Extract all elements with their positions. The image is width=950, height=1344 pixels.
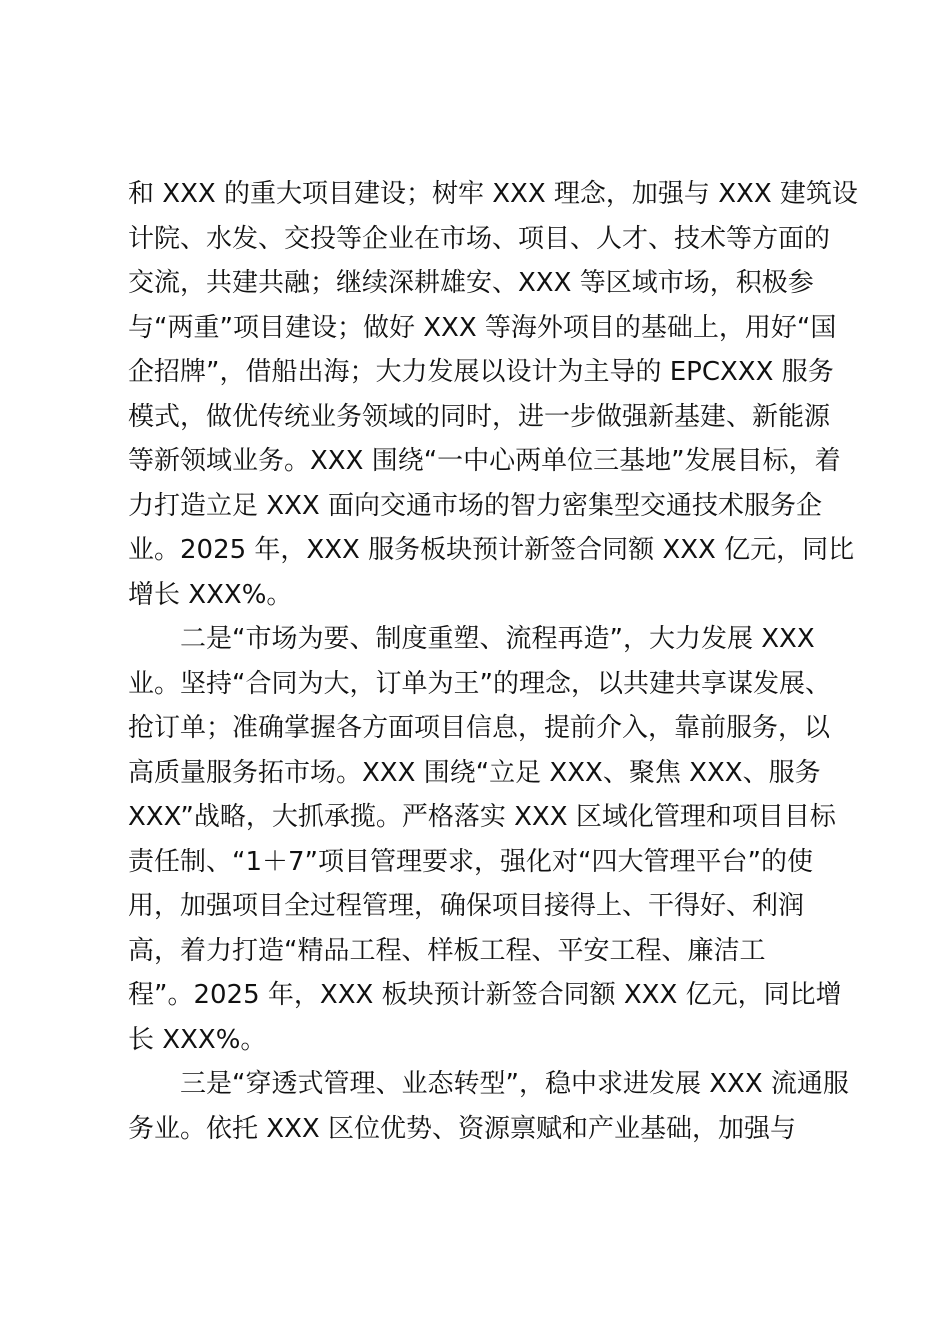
text-line: 责任制、“1＋7”项目管理要求，强化对“四大管理平台”的使 [128,846,813,877]
paragraph-start-line: 二是“市场为要、制度重塑、流程再造”，大力发展 XXX [180,624,815,654]
text-line: 高，着力打造“精品工程、样板工程、平安工程、廉洁工 [128,935,766,966]
text-line: 交流，共建共融；继续深耕雄安、XXX 等区域市场，积极参 [128,268,814,298]
text-line: 业。2025 年，XXX 服务板块预计新签合同额 XXX 亿元，同比 [128,535,855,565]
text-line: 增长 XXX%。 [128,579,293,610]
text-line: 抢订单；准确掌握各方面项目信息，提前介入，靠前服务，以 [128,713,831,743]
text-line: 模式，做优传统业务领域的同时，进一步做强新基建、新能源 [128,401,831,432]
text-line: 计院、水发、交投等企业在市场、项目、人才、技术等方面的 [128,223,831,254]
text-line: 用，加强项目全过程管理，确保项目接得上、干得好、利润 [128,891,805,921]
paragraph-start-line: 三是“穿透式管理、业态转型”，稳中求进发展 XXX 流通服 [180,1069,849,1099]
text-line: 业。坚持“合同为大，订单为王”的理念，以共建共享谋发展、 [128,668,831,699]
text-line: 等新领域业务。XXX 围绕“一中心两单位三基地”发展目标，着 [128,446,841,476]
text-line: XXX”战略，大抓承揽。严格落实 XXX 区域化管理和项目目标 [128,802,836,832]
text-line: 高质量服务拓市场。XXX 围绕“立足 XXX、聚焦 XXX、服务 [128,757,821,788]
body-text [128,172,858,1151]
text-line: 程”。2025 年，XXX 板块预计新签合同额 XXX 亿元，同比增 [128,980,842,1010]
text-line: 力打造立足 XXX 面向交通市场的智力密集型交通技术服务企 [128,490,822,521]
text-line: 务业。依托 XXX 区位优势、资源禀赋和产业基础，加强与 [128,1113,796,1144]
text-line: 和 XXX 的重大项目建设；树牢 XXX 理念，加强与 XXX 建筑设 [128,179,858,209]
text-line: 与“两重”项目建设；做好 XXX 等海外项目的基础上，用好“国 [128,312,837,343]
text-line: 企招牌”，借船出海；大力发展以设计为主导的 EPCXXX 服务 [128,357,834,387]
text-line: 长 XXX%。 [128,1024,267,1055]
